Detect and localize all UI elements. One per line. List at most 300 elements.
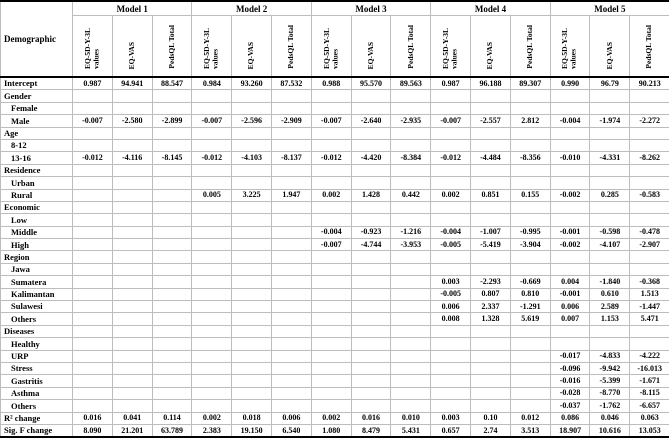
value-cell: 0.010 (391, 412, 431, 424)
value-cell (232, 313, 272, 325)
table-row (1, 412, 669, 424)
value-cell: -0.002 (550, 239, 590, 251)
value-cell (232, 239, 272, 251)
value-cell: -0.995 (510, 226, 550, 238)
table-row (1, 400, 669, 412)
value-cell (351, 400, 391, 412)
value-cell (112, 226, 152, 238)
measure-header (152, 16, 192, 78)
value-cell (391, 387, 431, 399)
value-cell (152, 251, 192, 263)
value-cell (510, 177, 550, 189)
value-cell: -2.557 (471, 115, 511, 127)
row-label: Others (1, 400, 73, 412)
value-cell: 0.003 (431, 276, 471, 288)
value-cell (192, 127, 232, 139)
value-cell (431, 375, 471, 387)
value-cell (351, 90, 391, 102)
value-cell (152, 201, 192, 213)
row-label: Gender (1, 90, 73, 102)
value-cell (232, 251, 272, 263)
value-cell (73, 325, 113, 337)
value-cell (192, 239, 232, 251)
row-label: Male (1, 115, 73, 127)
measure-header-label: EQ-VAS (246, 41, 256, 69)
value-cell (272, 350, 312, 362)
value-cell (232, 90, 272, 102)
value-cell (192, 139, 232, 151)
table-row (1, 288, 669, 300)
value-cell (311, 276, 351, 288)
measure-header (73, 16, 113, 78)
value-cell: 1.513 (630, 288, 669, 300)
value-cell: -0.005 (431, 239, 471, 251)
value-cell: -0.001 (550, 288, 590, 300)
value-cell (192, 288, 232, 300)
value-cell: 0.046 (590, 412, 630, 424)
model-header: Model 4 (431, 1, 550, 16)
measure-header-label: EQ-VAS (126, 41, 136, 69)
value-cell: 19.150 (232, 424, 272, 437)
table-row (1, 177, 669, 189)
value-cell (590, 214, 630, 226)
value-cell (272, 387, 312, 399)
value-cell (590, 164, 630, 176)
value-cell (272, 338, 312, 350)
row-label: R² change (1, 412, 73, 424)
value-cell (152, 325, 192, 337)
corner-label: Demographic (1, 1, 73, 77)
value-cell (590, 325, 630, 337)
value-cell (590, 90, 630, 102)
measure-header (351, 16, 391, 78)
value-cell (351, 214, 391, 226)
value-cell: 90.213 (630, 77, 669, 90)
value-cell (112, 127, 152, 139)
model-header: Model 2 (192, 1, 311, 16)
value-cell: 0.004 (550, 276, 590, 288)
value-cell (351, 387, 391, 399)
table-row (1, 251, 669, 263)
measure-header-label: EQ-5D-Y-3L values (560, 28, 579, 69)
value-cell (630, 214, 669, 226)
value-cell: 1.947 (272, 189, 312, 201)
table-row (1, 276, 669, 288)
value-cell (431, 177, 471, 189)
value-cell: -0.007 (192, 115, 232, 127)
value-cell (311, 288, 351, 300)
value-cell (391, 375, 431, 387)
row-label: Gastritis (1, 375, 73, 387)
measure-header (510, 16, 550, 78)
value-cell: -1.840 (590, 276, 630, 288)
value-cell: -2.909 (272, 115, 312, 127)
value-cell (232, 288, 272, 300)
value-cell: 1.153 (590, 313, 630, 325)
value-cell (471, 214, 511, 226)
value-cell (152, 350, 192, 362)
value-cell (192, 313, 232, 325)
value-cell: -0.007 (311, 115, 351, 127)
value-cell (192, 164, 232, 176)
value-cell (471, 201, 511, 213)
value-cell (112, 263, 152, 275)
value-cell (73, 214, 113, 226)
value-cell: 0.987 (73, 77, 113, 90)
value-cell (550, 201, 590, 213)
measure-header-label: EQ-5D-Y-3L values (321, 28, 340, 69)
value-cell: -0.096 (550, 362, 590, 374)
value-cell (232, 139, 272, 151)
value-cell (112, 201, 152, 213)
value-cell (73, 102, 113, 114)
value-cell: -4.107 (590, 239, 630, 251)
table-row (1, 164, 669, 176)
value-cell (73, 362, 113, 374)
value-cell: -2.596 (232, 115, 272, 127)
value-cell (391, 301, 431, 313)
measure-header-label: PedsQL Total (166, 25, 176, 69)
value-cell (272, 214, 312, 226)
table-row (1, 239, 669, 251)
value-cell: -0.010 (550, 152, 590, 164)
value-cell (152, 313, 192, 325)
value-cell (311, 263, 351, 275)
table-head (1, 1, 669, 77)
value-cell (73, 90, 113, 102)
value-cell: 1.080 (311, 424, 351, 437)
value-cell: 0.987 (431, 77, 471, 90)
table-row (1, 350, 669, 362)
measure-header (232, 16, 272, 78)
value-cell (272, 90, 312, 102)
row-label: Kalimantan (1, 288, 73, 300)
value-cell (73, 375, 113, 387)
row-label: Low (1, 214, 73, 226)
value-cell: 13.053 (630, 424, 669, 437)
value-cell: -4.833 (590, 350, 630, 362)
value-cell (272, 400, 312, 412)
value-cell (311, 214, 351, 226)
value-cell (351, 338, 391, 350)
value-cell (232, 387, 272, 399)
value-cell: 0.657 (431, 424, 471, 437)
value-cell (232, 301, 272, 313)
value-cell (391, 338, 431, 350)
value-cell (311, 102, 351, 114)
value-cell (590, 338, 630, 350)
value-cell (311, 338, 351, 350)
value-cell (112, 139, 152, 151)
value-cell (192, 226, 232, 238)
value-cell (471, 400, 511, 412)
value-cell (112, 400, 152, 412)
value-cell (590, 251, 630, 263)
value-cell (510, 263, 550, 275)
value-cell: -0.005 (431, 288, 471, 300)
value-cell: -3.953 (391, 239, 431, 251)
value-cell (272, 263, 312, 275)
value-cell: 93.260 (232, 77, 272, 90)
row-label: Female (1, 102, 73, 114)
value-cell (112, 214, 152, 226)
value-cell (391, 263, 431, 275)
row-label: Healthy (1, 338, 73, 350)
value-cell: -0.923 (351, 226, 391, 238)
value-cell (311, 127, 351, 139)
row-label: Others (1, 313, 73, 325)
value-cell (272, 362, 312, 374)
value-cell: 0.006 (272, 412, 312, 424)
value-cell (471, 375, 511, 387)
value-cell: -0.001 (550, 226, 590, 238)
value-cell (272, 102, 312, 114)
value-cell (192, 338, 232, 350)
value-cell: 0.984 (192, 77, 232, 90)
row-label: Sig. F change (1, 424, 73, 437)
value-cell (73, 177, 113, 189)
row-label: Jawa (1, 263, 73, 275)
value-cell: 95.570 (351, 77, 391, 90)
value-cell (272, 301, 312, 313)
row-label: Region (1, 251, 73, 263)
value-cell (112, 239, 152, 251)
value-cell (112, 90, 152, 102)
value-cell: -0.478 (630, 226, 669, 238)
value-cell (391, 214, 431, 226)
row-label: Rural (1, 189, 73, 201)
value-cell (510, 251, 550, 263)
value-cell (192, 276, 232, 288)
row-label: Diseases (1, 325, 73, 337)
value-cell: 0.285 (590, 189, 630, 201)
row-label: Age (1, 127, 73, 139)
value-cell (471, 387, 511, 399)
value-cell: 0.063 (630, 412, 669, 424)
value-cell (351, 164, 391, 176)
value-cell (232, 214, 272, 226)
value-cell: 89.563 (391, 77, 431, 90)
value-cell: 0.006 (431, 301, 471, 313)
value-cell (272, 226, 312, 238)
value-cell (391, 362, 431, 374)
value-cell (232, 325, 272, 337)
value-cell (152, 102, 192, 114)
value-cell: -2.640 (351, 115, 391, 127)
value-cell (431, 139, 471, 151)
value-cell (192, 375, 232, 387)
value-cell (152, 387, 192, 399)
table-row (1, 90, 669, 102)
value-cell (630, 201, 669, 213)
value-cell: -0.028 (550, 387, 590, 399)
value-cell: -1.974 (590, 115, 630, 127)
measure-header (590, 16, 630, 78)
value-cell: -9.942 (590, 362, 630, 374)
value-cell: -4.484 (471, 152, 511, 164)
value-cell (391, 164, 431, 176)
value-cell (471, 164, 511, 176)
value-cell: 0.016 (351, 412, 391, 424)
value-cell (272, 313, 312, 325)
value-cell: 0.018 (232, 412, 272, 424)
value-cell (391, 288, 431, 300)
value-cell (431, 350, 471, 362)
row-label: Economic (1, 201, 73, 213)
value-cell (590, 263, 630, 275)
value-cell (550, 127, 590, 139)
value-cell (152, 375, 192, 387)
value-cell (232, 226, 272, 238)
value-cell (431, 263, 471, 275)
value-cell (630, 90, 669, 102)
value-cell (192, 263, 232, 275)
value-cell (152, 214, 192, 226)
value-cell (431, 362, 471, 374)
value-cell (431, 338, 471, 350)
value-cell (112, 387, 152, 399)
value-cell (112, 251, 152, 263)
value-cell (311, 201, 351, 213)
value-cell (550, 214, 590, 226)
value-cell: 0.114 (152, 412, 192, 424)
table-body (1, 77, 669, 437)
value-cell (510, 90, 550, 102)
value-cell: 96.79 (590, 77, 630, 90)
row-label: Residence (1, 164, 73, 176)
table-row (1, 102, 669, 114)
value-cell (351, 375, 391, 387)
value-cell (112, 338, 152, 350)
table-row (1, 375, 669, 387)
value-cell: 2.383 (192, 424, 232, 437)
value-cell (550, 325, 590, 337)
value-cell: 0.086 (550, 412, 590, 424)
value-cell: 63.789 (152, 424, 192, 437)
value-cell: -2.935 (391, 115, 431, 127)
measure-header (630, 16, 669, 78)
value-cell (73, 400, 113, 412)
value-cell: 0.002 (311, 189, 351, 201)
table-row (1, 201, 669, 213)
value-cell: 0.041 (112, 412, 152, 424)
value-cell (471, 338, 511, 350)
value-cell: -1.007 (471, 226, 511, 238)
value-cell: 18.907 (550, 424, 590, 437)
value-cell (471, 139, 511, 151)
value-cell: -0.007 (311, 239, 351, 251)
value-cell (272, 127, 312, 139)
value-cell: -1.447 (630, 301, 669, 313)
value-cell: -0.368 (630, 276, 669, 288)
value-cell (311, 362, 351, 374)
value-cell (510, 375, 550, 387)
value-cell: 6.540 (272, 424, 312, 437)
value-cell: 0.810 (510, 288, 550, 300)
value-cell (232, 338, 272, 350)
value-cell (73, 338, 113, 350)
value-cell (550, 90, 590, 102)
table-row (1, 313, 669, 325)
value-cell: -8.262 (630, 152, 669, 164)
value-cell (311, 301, 351, 313)
measure-header (471, 16, 511, 78)
value-cell (232, 375, 272, 387)
value-cell (391, 251, 431, 263)
value-cell: -2.293 (471, 276, 511, 288)
table-row (1, 263, 669, 275)
value-cell (391, 90, 431, 102)
value-cell (73, 201, 113, 213)
value-cell: -0.002 (550, 189, 590, 201)
table-row (1, 214, 669, 226)
value-cell: 0.002 (192, 412, 232, 424)
value-cell (112, 375, 152, 387)
value-cell: -6.657 (630, 400, 669, 412)
value-cell: -0.007 (431, 115, 471, 127)
model-header: Model 3 (311, 1, 430, 16)
value-cell (510, 350, 550, 362)
value-cell (630, 251, 669, 263)
measure-header (112, 16, 152, 78)
value-cell: -8.384 (391, 152, 431, 164)
value-cell (351, 288, 391, 300)
value-cell: -0.012 (431, 152, 471, 164)
value-cell: 0.002 (311, 412, 351, 424)
table-row (1, 387, 669, 399)
value-cell: 2.74 (471, 424, 511, 437)
row-label: 13-16 (1, 152, 73, 164)
value-cell (112, 350, 152, 362)
value-cell (192, 350, 232, 362)
value-cell (351, 313, 391, 325)
value-cell (272, 177, 312, 189)
value-cell (232, 127, 272, 139)
value-cell (391, 102, 431, 114)
row-label: URP (1, 350, 73, 362)
value-cell (510, 387, 550, 399)
value-cell: 0.990 (550, 77, 590, 90)
value-cell (351, 201, 391, 213)
value-cell: -2.272 (630, 115, 669, 127)
value-cell (73, 189, 113, 201)
value-cell (510, 362, 550, 374)
value-cell (112, 276, 152, 288)
value-cell: 0.988 (311, 77, 351, 90)
value-cell (550, 139, 590, 151)
model-header: Model 5 (550, 1, 669, 16)
value-cell (73, 288, 113, 300)
row-label: Intercept (1, 77, 73, 90)
value-cell (192, 325, 232, 337)
value-cell: -4.744 (351, 239, 391, 251)
value-cell: -0.012 (311, 152, 351, 164)
value-cell (152, 276, 192, 288)
value-cell (630, 139, 669, 151)
measure-header-label: EQ-VAS (604, 41, 614, 69)
value-cell (232, 201, 272, 213)
value-cell (272, 251, 312, 263)
value-cell: -4.222 (630, 350, 669, 362)
value-cell (351, 325, 391, 337)
value-cell: 2.337 (471, 301, 511, 313)
value-cell (112, 313, 152, 325)
measure-header-label: PedsQL Total (405, 25, 415, 69)
measure-header (311, 16, 351, 78)
measure-header-label: PedsQL Total (644, 25, 654, 69)
value-cell: -2.580 (112, 115, 152, 127)
value-cell (192, 301, 232, 313)
